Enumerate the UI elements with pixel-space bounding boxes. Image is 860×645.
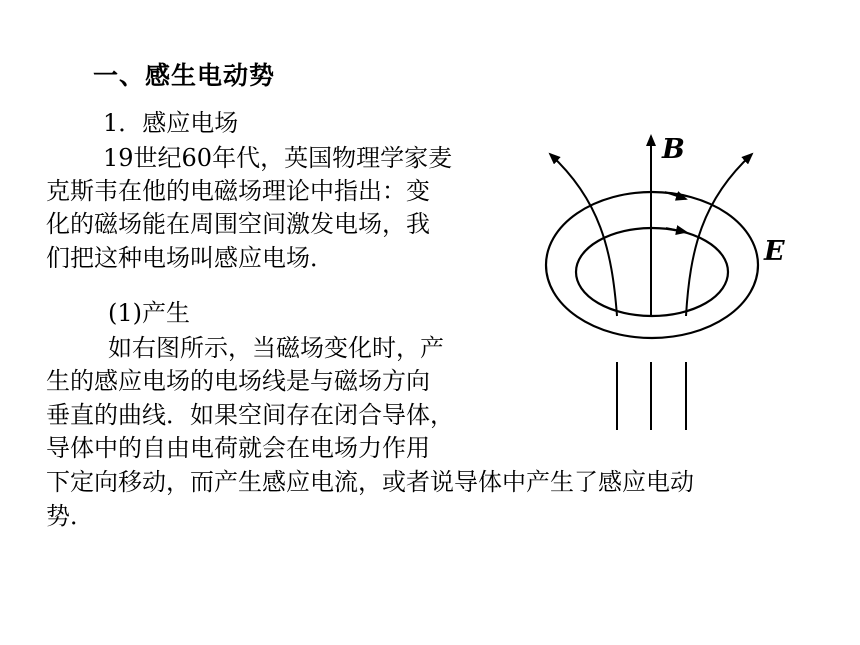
paragraph2-line: 下定向移动，而产生感应电流，或者说导体中产生了感应电动 [46, 468, 694, 496]
subheading: 1．感应电场 [103, 109, 239, 137]
section-heading: 一、感生电动势 [93, 61, 276, 90]
paragraph2-line: 如右图所示，当磁场变化时，产 [108, 334, 444, 362]
paragraph1-line: 克斯韦在他的电磁场理论中指出：变 [46, 177, 430, 205]
subsection-title: (1)产生 [108, 299, 190, 327]
paragraph2-line: 导体中的自由电荷就会在电场力作用 [46, 434, 430, 462]
paragraph1-line: 化的磁场能在周围空间激发电场，我 [46, 210, 430, 238]
paragraph2-line: 垂直的曲线．如果空间存在闭合导体， [46, 401, 454, 429]
label-e: E [764, 236, 785, 267]
label-b: B [662, 134, 685, 165]
paragraph2-line: 生的感应电场的电场线是与磁场方向 [46, 367, 430, 395]
paragraph1-line: 19世纪60年代，英国物理学家麦 [103, 144, 453, 172]
induced-field-diagram [540, 130, 810, 435]
paragraph1-line: 们把这种电场叫感应电场． [46, 244, 334, 272]
paragraph2-line: 势． [46, 502, 94, 530]
